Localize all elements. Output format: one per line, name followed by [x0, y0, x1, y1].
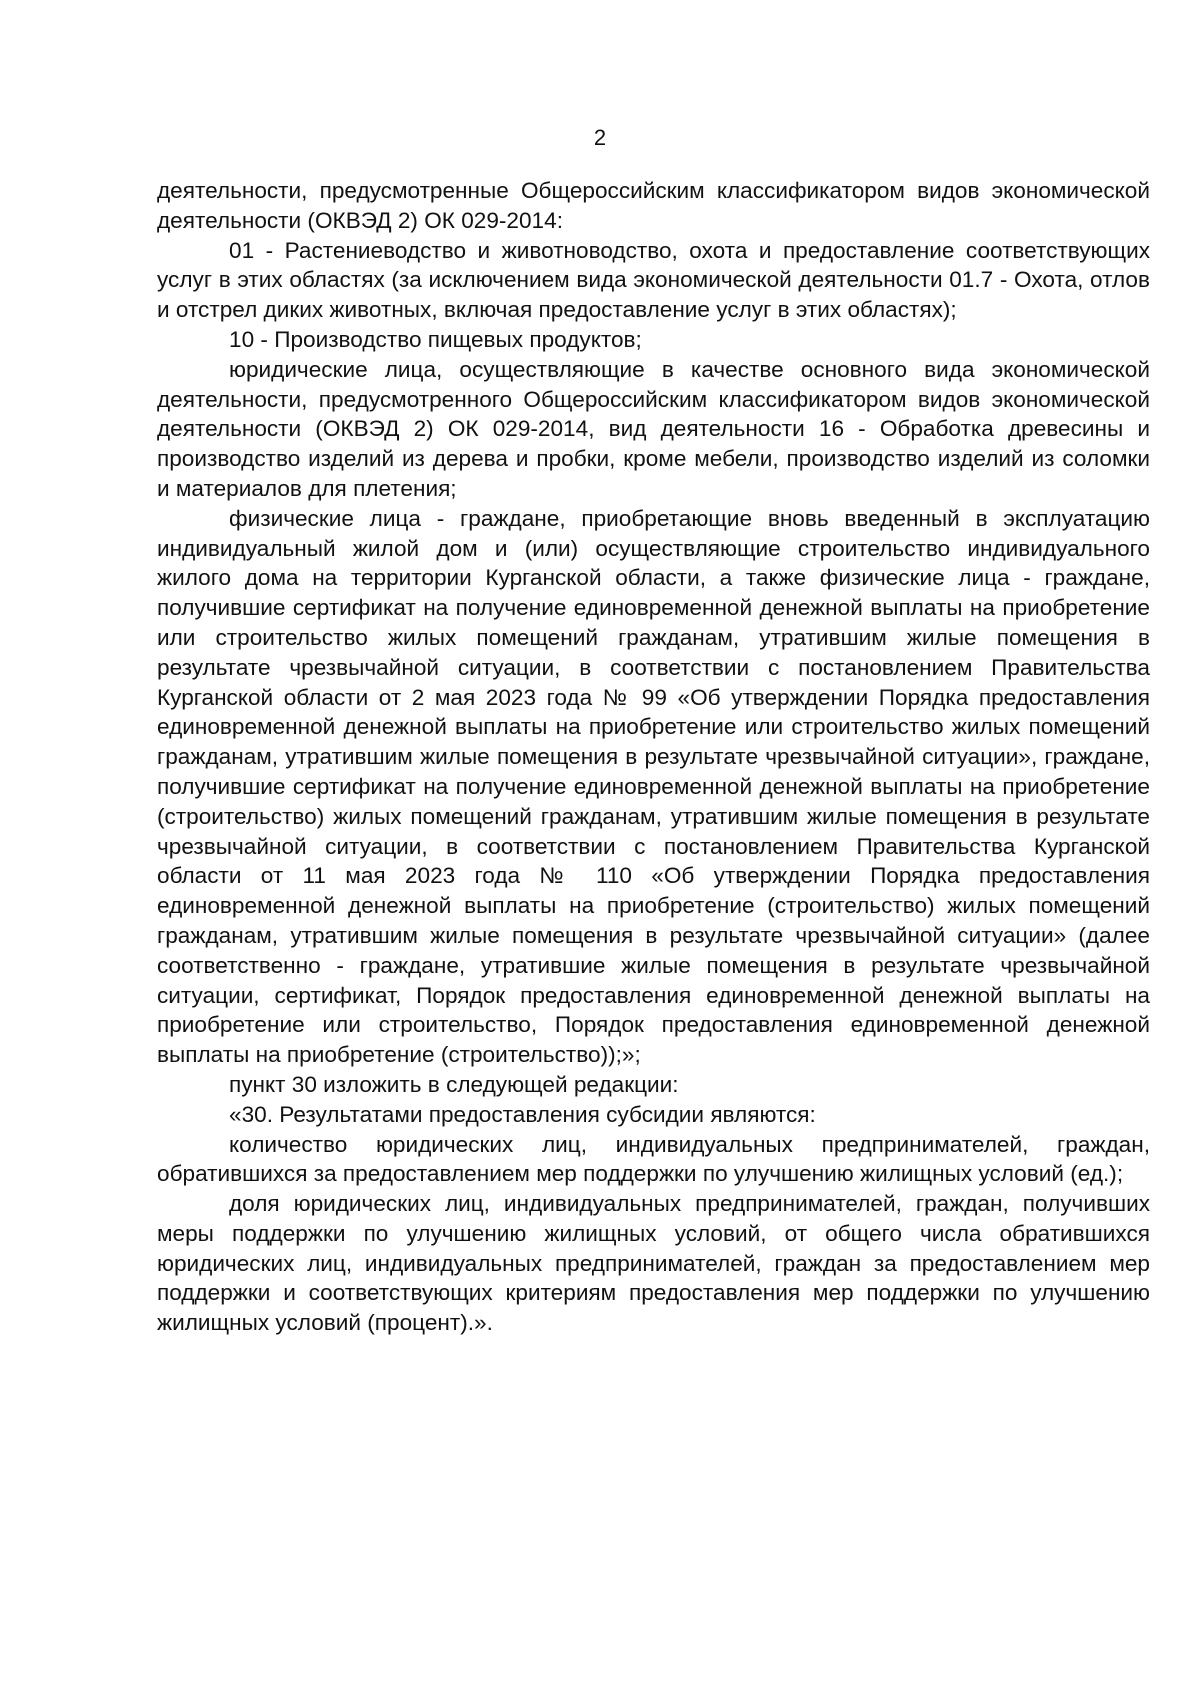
page-number: 2 [593, 125, 607, 150]
paragraph-result-count: количество юридических лиц, индивидуальных предпринимателей, граждан, обратившихся за предоставлением мер поддержки по улучшению жилищных условий (ед.); [157, 1131, 1150, 1187]
paragraph-individuals: физические лица - граждане, приобретающие вновь введенный в эксплуатацию индивидуальный жилой дом и (или) осуществляющие строительство индивидуального жилого дома на территории Курганской области, а также физические лица - граждане, получившие сертификат на получение единовременной денежной выплаты на приобретение или строительство жилых помещений гражданам, утратившим жилые помещения в результате чрезвычайной ситуации, в соответствии с постановлением Правительства Курганской области от 2 мая 2023 года № 99 «Об утверждении Порядка предоставления единовременной денежной выплаты на приобретение или строительство жилых помещений гражданам, утратившим жилые помещения в результате чрезвычайной ситуации», граждане, получившие сертификат на получение единовременной денежной выплаты на приобретение (строительство) жилых помещений гражданам, утратившим жилые помещения в результате чрезвычайной ситуации, в соответствии с постановлением Правительства Курганской области от 11 мая 2023 года № 110 «Об утверждении Порядка предоставления единовременной денежной выплаты на приобретение (строительство) жилых помещений гражданам, утратившим жилые помещения в результате чрезвычайной ситуации» (далее соответственно - граждане, утратившие жилые помещения в результате чрезвычайной ситуации, сертификат, Порядок предоставления единовременной денежной выплаты на приобретение или строительство, Порядок предоставления единовременной денежной выплаты на приобретение (строительство));»; [157, 505, 1150, 1068]
paragraph-legal-entities: юридические лица, осуществляющие в качестве основного вида экономической деятельности, предусмотренного Общероссийским классификатором видов экономической деятельности (ОКВЭД 2) ОК 029-2014, вид деятельности 16 - Обработка древесины и производство изделий из дерева и пробки, кроме мебели, производство изделий из соломки и материалов для плетения; [157, 356, 1150, 501]
document-body [157, 176, 1150, 1338]
paragraph-result-share: доля юридических лиц, индивидуальных предпринимателей, граждан, получивших меры поддержки по улучшению жилищных условий, от общего числа обратившихся юридических лиц, индивидуальных предпринимателей, граждан за предоставлением мер поддержки и соответствующих критериям предоставления мер поддержки по улучшению жилищных условий (процент).». [157, 1191, 1150, 1336]
paragraph-okved-intro: деятельности, предусмотренные Общероссийским классификатором видов экономической деятельности (ОКВЭД 2) ОК 029-2014: [157, 178, 1150, 233]
paragraph-point-30-intro: пункт 30 изложить в следующей редакции: [229, 1071, 679, 1097]
paragraph-okved-01: 01 - Растениеводство и животноводство, охота и предоставление соответствующих услуг в этих областях (за исключением вида экономической деятельности 01.7 - Охота, отлов и отстрел диких животных, включая предоставление услуг в этих областях); [157, 237, 1150, 323]
paragraph-okved-10: 10 - Производство пищевых продуктов; [229, 326, 642, 352]
paragraph-point-30-heading: «30. Результатами предоставления субсидии являются: [229, 1101, 816, 1127]
